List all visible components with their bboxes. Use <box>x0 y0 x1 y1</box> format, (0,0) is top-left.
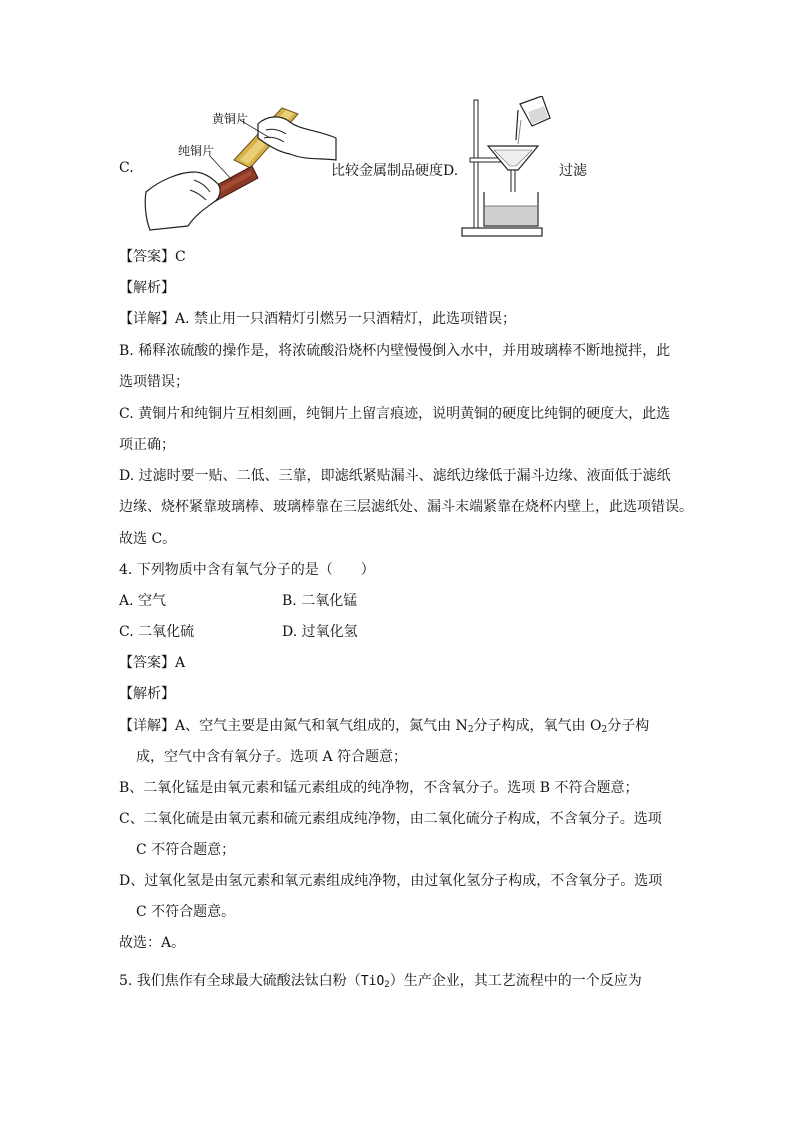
tio2-formula <box>361 974 390 989</box>
q3-detail-d-line1: D. 过滤时要一贴、二低、三靠，即滤纸紧贴漏斗、滤纸边缘低于漏斗边缘、液面低于滤纸 <box>119 468 671 484</box>
q4-option-d: D. 过氧化氢 <box>282 624 358 640</box>
q4-detail-d-line1: D、过氧化氢是由氢元素和氧元素组成纯净物，由过氧化氢分子构成，不含氧分子。选项 <box>119 873 663 889</box>
q4-detail-a-text-mid: 分子构成，氧气由 O <box>473 718 602 734</box>
tio2-formula-main: TiO <box>360 974 385 989</box>
q5-stem-pre: 5. 我们焦作有全球最大硫酸法钛白粉（ <box>119 973 361 989</box>
option-c-letter: C. <box>119 160 134 176</box>
q4-stem: 4. 下列物质中含有氧气分子的是（ ） <box>119 562 375 578</box>
q5-stem-post: ）生产企业，其工艺流程中的一个反应为 <box>389 973 642 989</box>
filtration-apparatus-illustration <box>458 96 558 242</box>
copper-label: 纯铜片 <box>178 144 215 158</box>
n2-subscript: 2 <box>467 725 474 735</box>
q3-detail-a: 【详解】A. 禁止用一只酒精灯引燃另一只酒精灯，此选项错误； <box>119 311 517 327</box>
q4-answer: 【答案】A <box>119 655 186 671</box>
option-d-caption: 过滤 <box>559 163 587 179</box>
q3-detail-b-line1: B. 稀释浓硫酸的操作是，将浓硫酸沿烧杯内壁慢慢倒入水中，并用玻璃棒不断地搅拌，此 <box>119 343 671 359</box>
o2-subscript: 2 <box>601 725 608 735</box>
q4-detail-c-line2: C 不符合题意； <box>136 842 236 858</box>
option-c-caption: 比较金属制品硬度D. <box>331 163 459 179</box>
q3-detail-b-line2: 选项错误； <box>119 374 189 390</box>
q4-option-b: B. 二氧化锰 <box>282 593 358 609</box>
q4-detail-a-line2: 成，空气中含有氧分子。选项 A 符合题意； <box>136 749 408 765</box>
q5-stem <box>119 971 642 995</box>
q3-detail-d-line2: 边缘、烧杯紧靠玻璃棒、玻璃棒靠在三层滤纸处、漏斗末端紧靠在烧杯内壁上，此选项错误。 <box>119 499 693 515</box>
q3-detail-c-line2: 项正确； <box>119 437 175 453</box>
q4-conclusion: 故选：A。 <box>119 935 186 951</box>
q4-option-a: A. 空气 <box>119 593 167 609</box>
q4-detail-b: B、二氧化锰是由氧元素和锰元素组成的纯净物，不含氧分子。选项 B 不符合题意； <box>119 780 639 796</box>
q3-answer: 【答案】C <box>119 249 186 265</box>
tio2-subscript: 2 <box>384 980 390 990</box>
q3-analysis-heading: 【解析】 <box>119 280 175 296</box>
q4-analysis-heading: 【解析】 <box>119 686 175 702</box>
q4-detail-d-line2: C 不符合题意。 <box>136 904 236 920</box>
q4-detail-c-line1: C、二氧化硫是由氧元素和硫元素组成纯净物，由二氧化硫分子构成，不含氧分子。选项 <box>119 811 662 827</box>
q4-detail-a-text-post: 分子构 <box>607 718 650 734</box>
q4-detail-a-text-pre: 【详解】A、空气主要是由氮气和氧气组成的，氮气由 N <box>119 718 468 734</box>
brass-label: 黄铜片 <box>212 112 249 126</box>
q3-conclusion: 故选 C。 <box>119 531 177 547</box>
q4-detail-a-line1 <box>119 716 649 740</box>
q4-option-c: C. 二氧化硫 <box>119 624 195 640</box>
q3-detail-c-line1: C. 黄铜片和纯铜片互相刻画，纯铜片上留言痕迹，说明黄铜的硬度比纯铜的硬度大，此选 <box>119 406 671 422</box>
